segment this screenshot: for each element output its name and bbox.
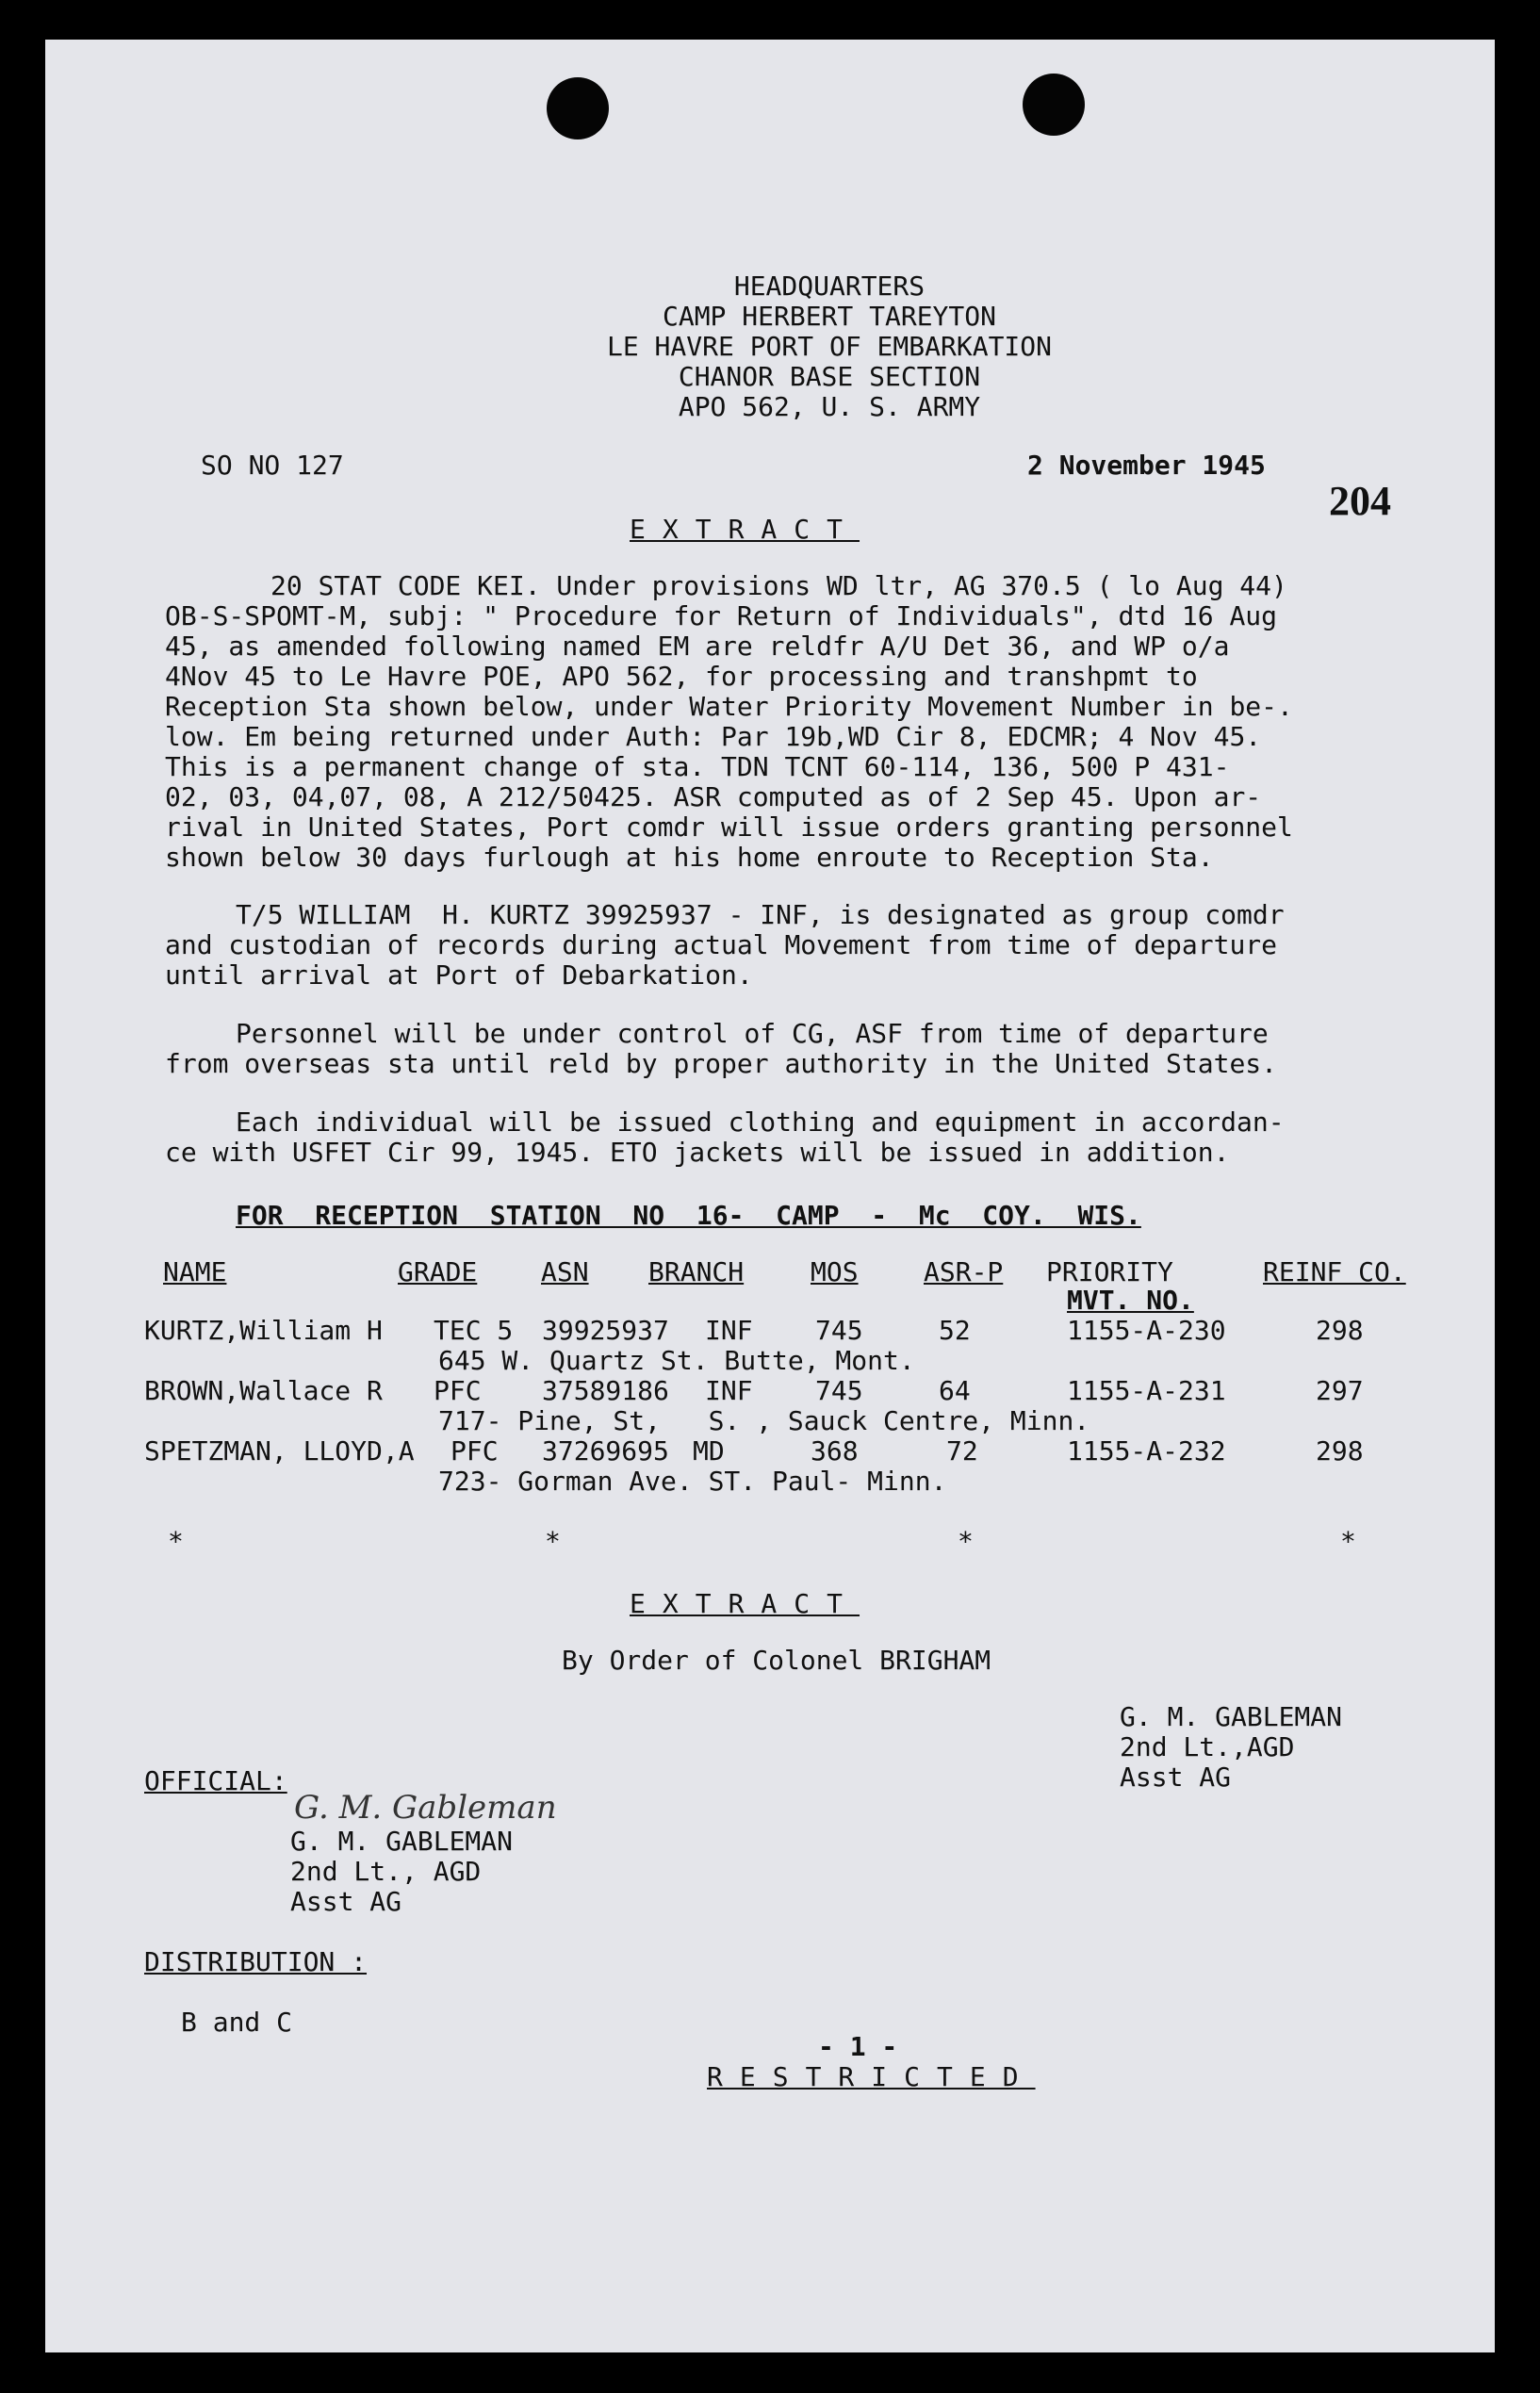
signatory-rank: 2nd Lt.,AGD bbox=[1120, 1731, 1295, 1762]
col-header-priority: PRIORITY bbox=[1046, 1256, 1173, 1287]
text-line: and custodian of records during actual Movement from time of departure bbox=[165, 929, 1278, 960]
extract-footer-heading: EXTRACT bbox=[630, 1588, 860, 1619]
cell-branch: INF bbox=[705, 1315, 753, 1346]
cell-mos: 745 bbox=[815, 1375, 863, 1406]
handwritten-signature: G. M. Gableman bbox=[294, 1789, 557, 1827]
cell-asr: 72 bbox=[946, 1435, 978, 1467]
text-line: ce with USFET Cir 99, 1945. ETO jackets will be issued in addition. bbox=[165, 1137, 1230, 1168]
text-line: 4Nov 45 to Le Havre POE, APO 562, for processing and transhpmt to bbox=[165, 661, 1198, 692]
signatory-title: Asst AG bbox=[1120, 1762, 1232, 1793]
asterisk: * bbox=[168, 1526, 184, 1557]
cell-asn: 39925937 bbox=[542, 1315, 669, 1346]
punch-hole-right bbox=[1023, 74, 1085, 136]
col-header-grade: GRADE bbox=[398, 1256, 478, 1287]
official-label: OFFICIAL: bbox=[144, 1765, 287, 1796]
col-header-mos: MOS bbox=[811, 1256, 859, 1287]
order-date: 2 November 1945 bbox=[1027, 450, 1266, 481]
asterisk: * bbox=[1340, 1526, 1356, 1557]
col-header-asr: ASR-P bbox=[924, 1256, 1004, 1287]
text-line: shown below 30 days furlough at his home enroute to Reception Sta. bbox=[165, 842, 1214, 873]
distribution-value: B and C bbox=[181, 2007, 293, 2038]
cell-grade: PFC bbox=[434, 1375, 482, 1406]
header-line: CAMP HERBERT TAREYTON bbox=[662, 301, 996, 332]
text-line: Each individual will be issued clothing and equipment in accordan- bbox=[236, 1106, 1285, 1138]
classification-marking: RESTRICTED bbox=[707, 2061, 1036, 2092]
text-line: until arrival at Port of Debarkation. bbox=[165, 959, 753, 991]
reception-station-title: FOR RECEPTION STATION NO 16- CAMP - Mc COY. WIS. bbox=[236, 1200, 1141, 1231]
asterisk: * bbox=[545, 1526, 561, 1557]
col-header-branch: BRANCH bbox=[648, 1256, 745, 1287]
cell-name: SPETZMAN, LLOYD,A bbox=[144, 1435, 415, 1467]
col-header-name: NAME bbox=[163, 1256, 227, 1287]
cell-mos: 368 bbox=[811, 1435, 859, 1467]
distribution-label: DISTRIBUTION : bbox=[144, 1946, 368, 1977]
cell-name: BROWN,Wallace R bbox=[144, 1375, 383, 1406]
extract-heading: EXTRACT bbox=[630, 514, 860, 545]
text-line: T/5 WILLIAM H. KURTZ 39925937 - INF, is designated as group comdr bbox=[236, 899, 1285, 930]
header-line: LE HAVRE PORT OF EMBARKATION bbox=[606, 331, 1052, 362]
col-header-priority-mvt: MVT. NO. bbox=[1067, 1285, 1194, 1316]
punch-hole-left bbox=[547, 77, 609, 139]
cell-reinf: 297 bbox=[1316, 1375, 1364, 1406]
cell-asn: 37589186 bbox=[542, 1375, 669, 1406]
cell-grade: PFC bbox=[451, 1435, 499, 1467]
text-line: rival in United States, Port comdr will issue orders granting personnel bbox=[165, 811, 1293, 843]
col-header-asn: ASN bbox=[541, 1256, 589, 1287]
cell-priority: 1155-A-230 bbox=[1067, 1315, 1226, 1346]
asterisk: * bbox=[958, 1526, 974, 1557]
text-line: Personnel will be under control of CG, ASF from time of departure bbox=[236, 1018, 1269, 1049]
text-line: low. Em being returned under Auth: Par 19b,WD Cir 8, EDCMR; 4 Nov 45. bbox=[165, 721, 1262, 752]
cell-branch: MD bbox=[693, 1435, 725, 1467]
header-line: APO 562, U. S. ARMY bbox=[678, 391, 981, 422]
col-header-reinf: REINF CO. bbox=[1263, 1256, 1406, 1287]
paragraph-group-commander bbox=[165, 900, 1447, 991]
cell-name: KURTZ,William H bbox=[144, 1315, 383, 1346]
text-line: 20 STAT CODE KEI. Under provisions WD ltr, AG 370.5 ( lo Aug 44) bbox=[270, 570, 1287, 601]
paragraph-orders bbox=[165, 571, 1447, 873]
cell-asr: 52 bbox=[939, 1315, 971, 1346]
page-stamp: 204 bbox=[1329, 478, 1391, 524]
cell-mos: 745 bbox=[815, 1315, 863, 1346]
official-rank: 2nd Lt., AGD bbox=[290, 1856, 482, 1887]
text-line: Reception Sta shown below, under Water Priority Movement Number in be-. bbox=[165, 691, 1293, 722]
paragraph-clothing bbox=[165, 1107, 1447, 1168]
official-name: G. M. GABLEMAN bbox=[290, 1826, 514, 1857]
cell-address: 717- Pine, St, S. , Sauck Centre, Minn. bbox=[438, 1405, 1090, 1436]
text-line: 02, 03, 04,07, 08, A 212/50425. ASR computed as of 2 Sep 45. Upon ar- bbox=[165, 781, 1262, 812]
cell-address: 723- Gorman Ave. ST. Paul- Minn. bbox=[438, 1466, 947, 1497]
cell-reinf: 298 bbox=[1316, 1435, 1364, 1467]
cell-priority: 1155-A-232 bbox=[1067, 1435, 1226, 1467]
text-line: This is a permanent change of sta. TDN TCNT 60-114, 136, 500 P 431- bbox=[165, 751, 1230, 782]
text-line: from overseas sta until reld by proper authority in the United States. bbox=[165, 1048, 1278, 1079]
paragraph-control bbox=[165, 1019, 1447, 1079]
cell-address: 645 W. Quartz St. Butte, Mont. bbox=[438, 1345, 915, 1376]
text-line: 45, as amended following named EM are reldfr A/U Det 36, and WP o/a bbox=[165, 631, 1230, 662]
cell-asn: 37269695 bbox=[542, 1435, 669, 1467]
cell-grade: TEC 5 bbox=[434, 1315, 514, 1346]
header-line: CHANOR BASE SECTION bbox=[678, 361, 981, 392]
header-line: HEADQUARTERS bbox=[733, 270, 926, 302]
cell-branch: INF bbox=[705, 1375, 753, 1406]
signatory-name: G. M. GABLEMAN bbox=[1120, 1701, 1343, 1732]
official-title: Asst AG bbox=[290, 1886, 402, 1917]
cell-reinf: 298 bbox=[1316, 1315, 1364, 1346]
cell-asr: 64 bbox=[939, 1375, 971, 1406]
by-order-line: By Order of Colonel BRIGHAM bbox=[562, 1645, 991, 1676]
order-number: SO NO 127 bbox=[201, 450, 344, 481]
cell-priority: 1155-A-231 bbox=[1067, 1375, 1226, 1406]
page-number: - 1 - bbox=[818, 2031, 898, 2062]
text-line: OB-S-SPOMT-M, subj: " Procedure for Return of Individuals", dtd 16 Aug bbox=[165, 600, 1278, 631]
